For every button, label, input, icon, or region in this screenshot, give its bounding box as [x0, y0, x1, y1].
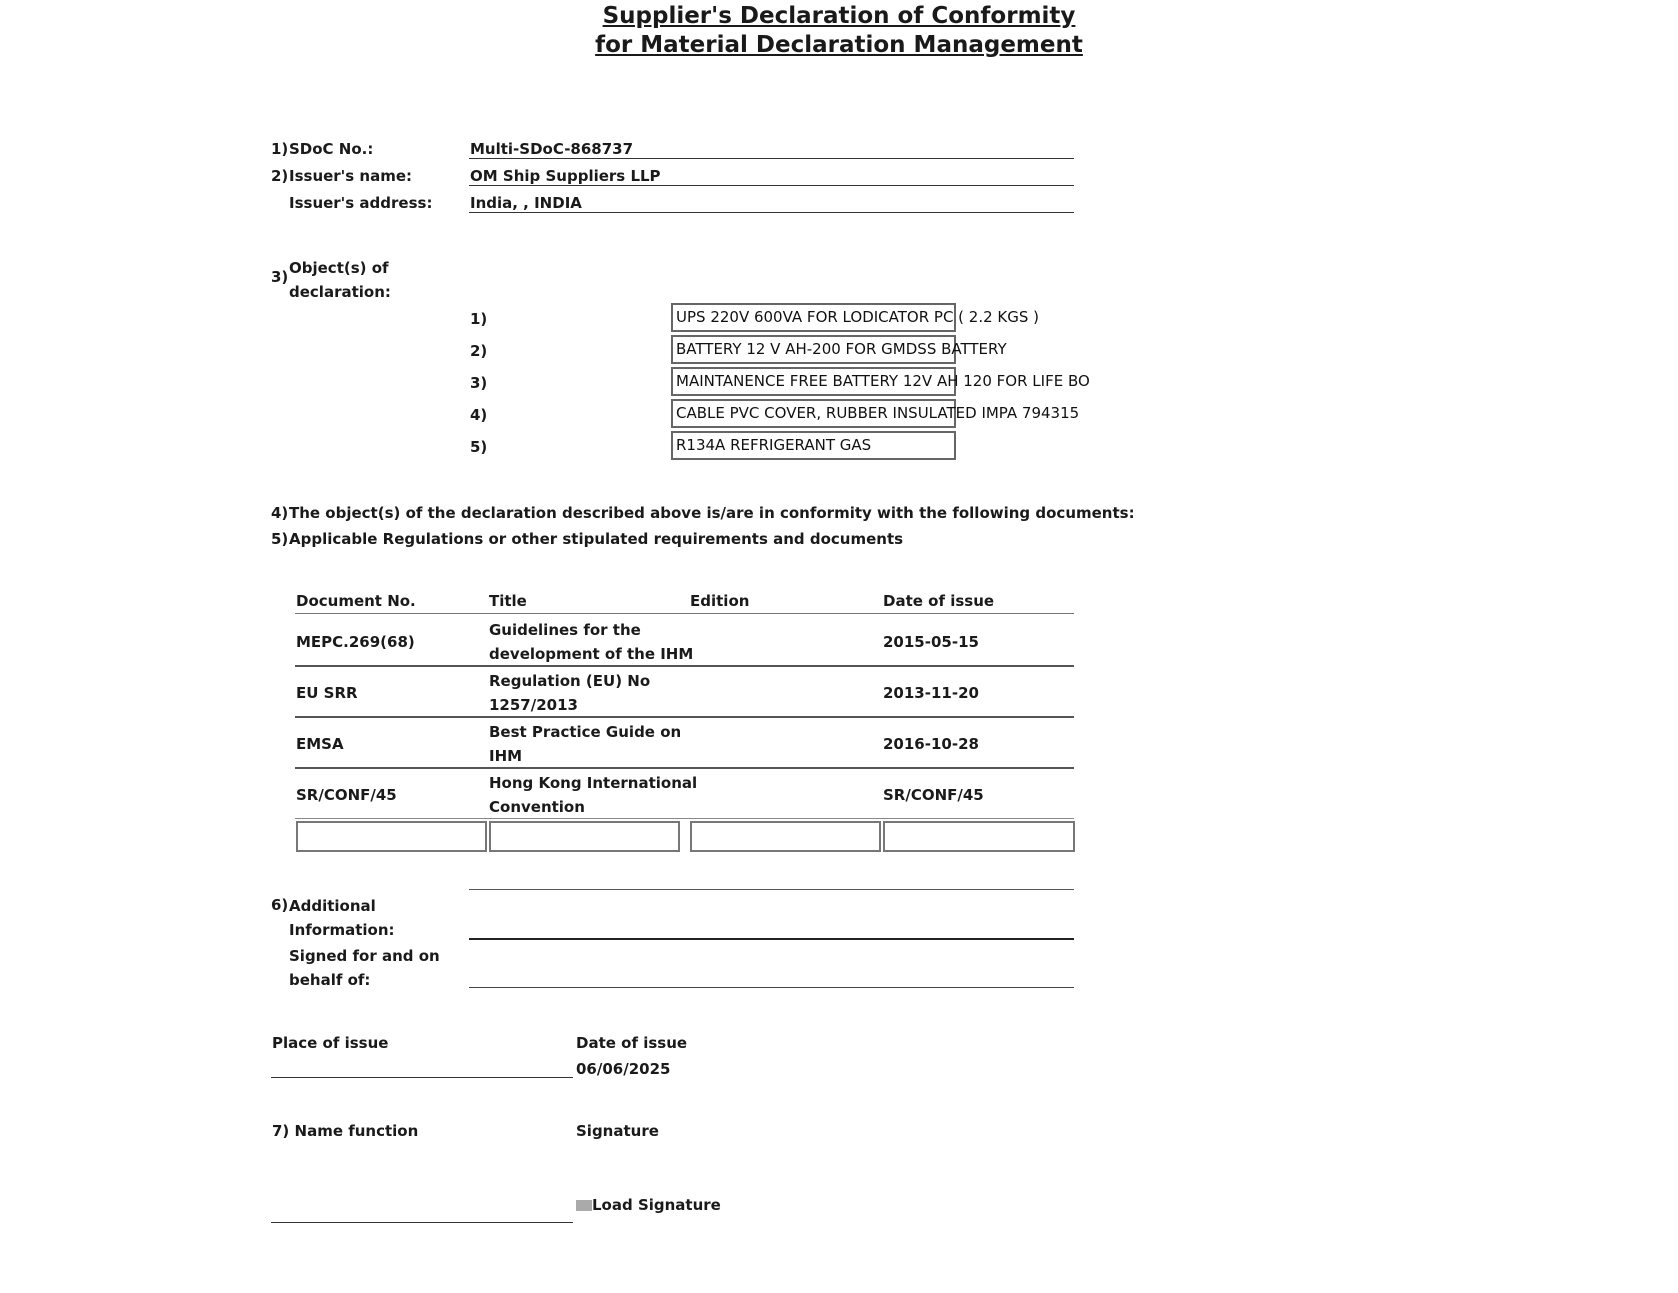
issuer-address-value[interactable]: India, , INDIA: [470, 194, 582, 212]
table-row-divider: [295, 818, 1074, 819]
table-header-divider: [295, 613, 1074, 614]
column-header-date: Date of issue: [883, 592, 995, 610]
conformity-index: 4): [271, 504, 289, 522]
object-item-field[interactable]: BATTERY 12 V AH-200 FOR GMDSS BATTERY: [671, 335, 956, 364]
column-header-title: Title: [489, 592, 527, 610]
name-function-field[interactable]: [271, 1222, 573, 1223]
signature-label: Signature: [576, 1122, 659, 1140]
table-cell-date: 2015-05-15: [883, 633, 979, 651]
signed-behalf-field[interactable]: [469, 987, 1074, 988]
title-line: Guidelines for the: [489, 621, 641, 639]
table-cell-date: SR/CONF/45: [883, 786, 984, 804]
signed-label-line: behalf of:: [289, 971, 371, 989]
additional-info-field[interactable]: [469, 938, 1074, 940]
issuer-name-underline: [469, 185, 1074, 186]
issuer-name-index: 2): [271, 167, 289, 185]
issuer-address-underline: [469, 212, 1074, 213]
new-document-no-input[interactable]: [296, 821, 487, 852]
sdoc-label: SDoC No.:: [289, 140, 374, 158]
table-cell-title: [489, 618, 693, 666]
object-item-index: 4): [470, 406, 488, 424]
sdoc-underline: [469, 158, 1074, 159]
regulations-index: 5): [271, 530, 289, 548]
date-of-issue-value[interactable]: 06/06/2025: [576, 1060, 671, 1078]
table-cell-document-no: EMSA: [296, 735, 344, 753]
load-signature-button[interactable]: [576, 1196, 721, 1214]
table-cell-date: 2013-11-20: [883, 684, 979, 702]
sdoc-number-index: 1): [271, 140, 289, 158]
signed-label-line: Signed for and on: [289, 947, 440, 965]
new-edition-input[interactable]: [690, 821, 881, 852]
place-of-issue-field[interactable]: [271, 1077, 573, 1078]
object-item-field[interactable]: R134A REFRIGERANT GAS: [671, 431, 956, 460]
title-line: Convention: [489, 798, 585, 816]
new-date-input[interactable]: [883, 821, 1075, 852]
table-row-divider: [295, 767, 1074, 769]
additional-index: 6): [271, 896, 289, 914]
issuer-address-label: Issuer's address:: [289, 194, 433, 212]
objects-index: 3): [271, 268, 289, 286]
object-item-index: 1): [470, 310, 488, 328]
issuer-name-value[interactable]: OM Ship Suppliers LLP: [470, 167, 661, 185]
table-cell-document-no: SR/CONF/45: [296, 786, 397, 804]
column-header-document-no: Document No.: [296, 592, 416, 610]
image-placeholder-icon: [576, 1200, 592, 1211]
additional-info-label: [289, 894, 395, 942]
issuer-name-label: Issuer's name:: [289, 167, 413, 185]
column-header-edition: Edition: [690, 592, 750, 610]
table-cell-title: [489, 720, 681, 768]
object-item-field[interactable]: UPS 220V 600VA FOR LODICATOR PC ( 2.2 KGS ): [671, 303, 956, 332]
page-title: [0, 2, 1678, 60]
title-line: IHM: [489, 747, 523, 765]
new-title-input[interactable]: [489, 821, 680, 852]
sdoc-value[interactable]: Multi-SDoC-868737: [470, 140, 634, 158]
title-line: Hong Kong International: [489, 774, 698, 792]
table-cell-title: [489, 771, 697, 819]
title-line-2: for Material Declaration Management: [595, 32, 1083, 58]
table-cell-document-no: MEPC.269(68): [296, 633, 415, 651]
date-of-issue-label: Date of issue: [576, 1034, 688, 1052]
title-line: Best Practice Guide on: [489, 723, 682, 741]
title-line: development of the IHM: [489, 645, 694, 663]
objects-label-line-2: declaration:: [289, 283, 391, 301]
objects-label: [289, 256, 391, 304]
signed-behalf-label: [289, 944, 440, 992]
conformity-statement: The object(s) of the declaration described above is/are in conformity with the following documents:: [289, 504, 1135, 522]
title-line: 1257/2013: [489, 696, 578, 714]
objects-label-line-1: Object(s) of: [289, 259, 389, 277]
table-cell-date: 2016-10-28: [883, 735, 979, 753]
table-cell-document-no: EU SRR: [296, 684, 358, 702]
title-line: Regulation (EU) No: [489, 672, 651, 690]
additional-label-line: Additional: [289, 897, 376, 915]
additional-top-line: [469, 889, 1074, 890]
name-function-label: 7) Name function: [272, 1122, 419, 1140]
object-item-index: 2): [470, 342, 488, 360]
title-line-1: Supplier's Declaration of Conformity: [602, 3, 1076, 29]
load-signature-label: Load Signature: [592, 1196, 721, 1214]
table-row-divider: [295, 716, 1074, 718]
additional-label-line: Information:: [289, 921, 395, 939]
object-item-index: 5): [470, 438, 488, 456]
object-item-field[interactable]: MAINTANENCE FREE BATTERY 12V AH 120 FOR LIFE BO: [671, 367, 956, 396]
object-item-index: 3): [470, 374, 488, 392]
table-cell-title: [489, 669, 650, 717]
object-item-field[interactable]: CABLE PVC COVER, RUBBER INSULATED IMPA 794315: [671, 399, 956, 428]
place-of-issue-label: Place of issue: [272, 1034, 389, 1052]
table-row-divider: [295, 665, 1074, 667]
regulations-statement: Applicable Regulations or other stipulated requirements and documents: [289, 530, 904, 548]
